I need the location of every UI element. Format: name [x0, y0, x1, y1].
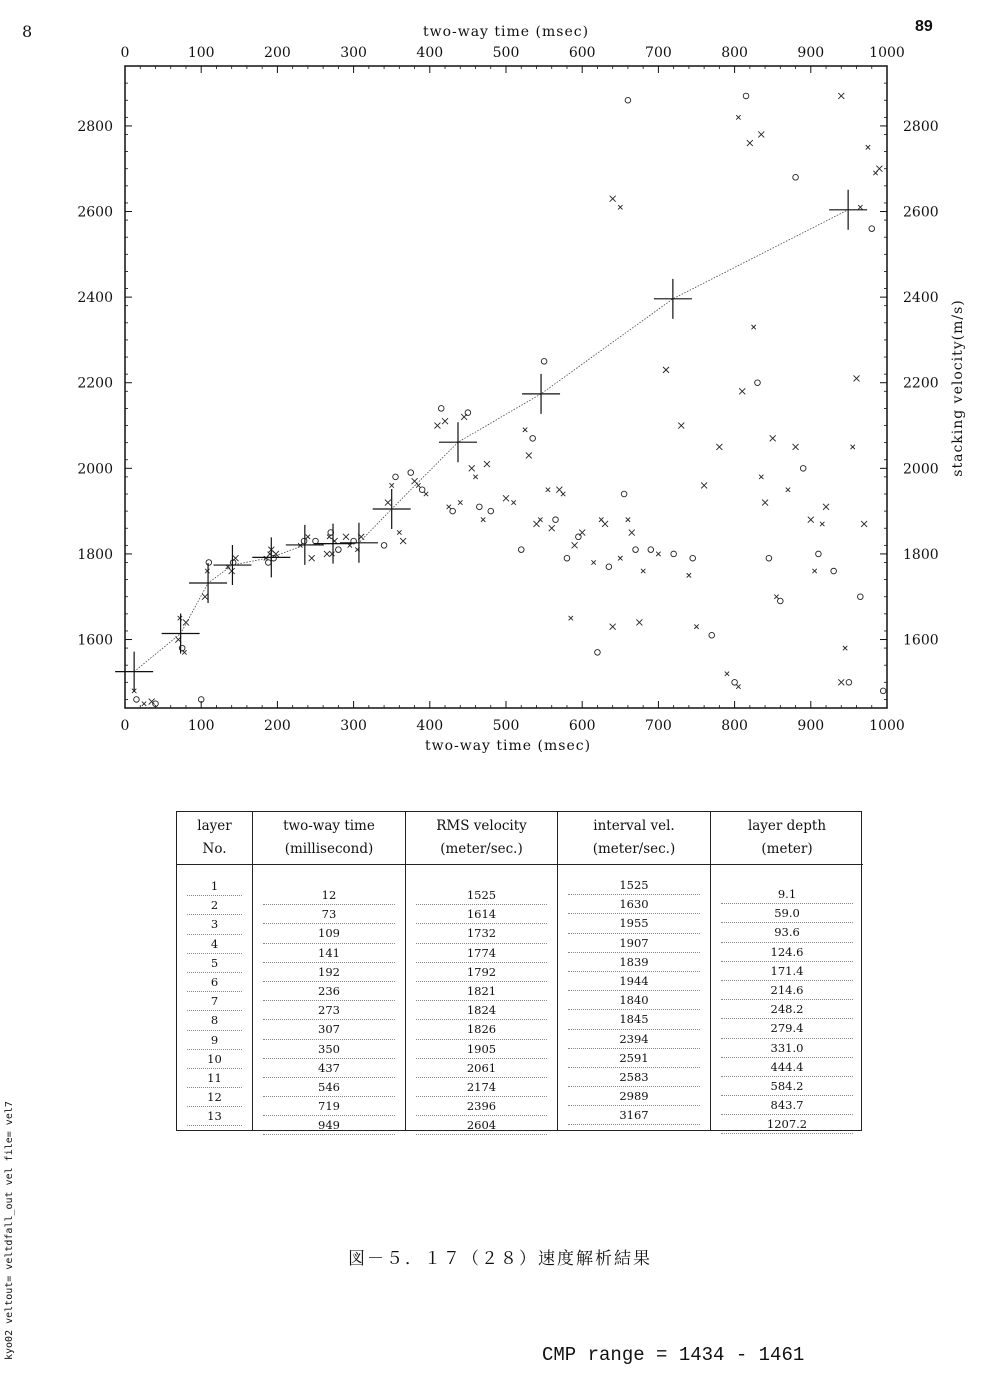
- x-tick-label-bottom: 200: [264, 718, 291, 734]
- semblance-point: [408, 470, 414, 476]
- semblance-point: [869, 226, 875, 232]
- time-cell: 437: [263, 1059, 395, 1078]
- velocity-pick: [654, 279, 692, 319]
- interval-cell: 1839: [568, 953, 700, 972]
- interval-cells: [558, 876, 710, 1125]
- rms-cell: 2061: [416, 1059, 547, 1078]
- semblance-point: [591, 560, 595, 564]
- semblance-point: [469, 465, 475, 471]
- y-tick-label-right: 2000: [903, 461, 939, 478]
- layer-no-cell: 9: [187, 1031, 242, 1050]
- semblance-point: [202, 594, 208, 600]
- figure-caption: 図－５．１７（２８）速度解析結果: [348, 1249, 652, 1269]
- semblance-point: [774, 595, 778, 599]
- rms-cell: 2396: [416, 1097, 547, 1116]
- layer-no-cell: 8: [187, 1011, 242, 1030]
- interval-cell: 2583: [568, 1068, 700, 1087]
- depth-cell: 59.0: [721, 904, 853, 923]
- y-tick-label-right: 2400: [903, 290, 939, 307]
- semblance-point: [716, 444, 722, 450]
- semblance-point: [142, 702, 146, 706]
- semblance-point: [762, 500, 768, 506]
- layer-no-cell: 1: [187, 877, 242, 896]
- plot-frame: [125, 66, 887, 708]
- semblance-point: [629, 530, 635, 536]
- semblance-point: [400, 538, 406, 544]
- x-tick-label-bottom: 500: [492, 718, 520, 734]
- semblance-point: [503, 495, 509, 501]
- semblance-point: [626, 517, 630, 521]
- x-axis-title-bottom: two-way time (msec): [424, 738, 592, 754]
- semblance-points: [132, 93, 886, 707]
- semblance-point: [434, 423, 440, 429]
- hdr-int-1: interval vel.: [593, 818, 675, 834]
- hdr-layer-2: No.: [202, 841, 227, 857]
- rms-cell: 1826: [416, 1020, 547, 1039]
- semblance-point: [687, 573, 691, 577]
- semblance-point: [648, 547, 654, 553]
- semblance-point: [424, 492, 428, 496]
- semblance-point: [385, 500, 391, 506]
- layer-no-cell: 6: [187, 973, 242, 992]
- semblance-point: [265, 560, 271, 566]
- time-cell: 546: [263, 1078, 395, 1097]
- depth-cell: 444.4: [721, 1058, 853, 1077]
- rms-cell: 1614: [416, 905, 547, 924]
- velocity-pick: [522, 374, 560, 414]
- semblance-point: [854, 375, 860, 381]
- hdr-time-1: two-way time: [283, 818, 375, 834]
- time-cell: 307: [263, 1020, 395, 1039]
- time-cell: 141: [263, 944, 395, 963]
- time-cell: 192: [263, 963, 395, 982]
- x-axis-title-top: two-way time (msec): [422, 24, 590, 40]
- rms-cell: 1732: [416, 924, 547, 943]
- depth-cell: 124.6: [721, 943, 853, 962]
- interval-cell: 1955: [568, 914, 700, 933]
- semblance-point: [178, 616, 182, 620]
- interval-cell: 1907: [568, 934, 700, 953]
- interval-cell: 1944: [568, 972, 700, 991]
- rms-cell: 2604: [416, 1116, 547, 1135]
- semblance-point: [625, 97, 631, 103]
- semblance-point: [851, 445, 855, 449]
- semblance-point: [820, 522, 824, 526]
- semblance-point: [621, 491, 627, 497]
- y-tick-label-right: 2600: [903, 204, 939, 221]
- hdr-time-2: (millisecond): [284, 841, 374, 857]
- semblance-point: [481, 517, 485, 521]
- semblance-point: [739, 388, 745, 394]
- layer-no-cell: 2: [187, 896, 242, 915]
- semblance-point: [546, 488, 550, 492]
- semblance-point: [694, 624, 698, 628]
- time-cell: 73: [263, 905, 395, 924]
- layer-no-cell: 13: [187, 1107, 242, 1126]
- time-cell: 236: [263, 982, 395, 1001]
- depth-cell: 248.2: [721, 1000, 853, 1019]
- velocity-pick: [252, 537, 290, 577]
- x-tick-label-top: 700: [645, 45, 672, 61]
- velocity-pick: [286, 525, 324, 565]
- y-axis-title-right: stacking velocity(m/s): [950, 299, 966, 477]
- rms-cells: [406, 886, 557, 1135]
- semblance-point: [618, 556, 622, 560]
- x-tick-label-bottom: 800: [721, 718, 748, 734]
- rms-cell: 1774: [416, 944, 547, 963]
- semblance-point: [206, 560, 212, 566]
- semblance-point: [812, 569, 816, 573]
- depth-cell: 279.4: [721, 1019, 853, 1038]
- semblance-point: [523, 428, 527, 432]
- semblance-point: [793, 444, 799, 450]
- interval-cell: 2989: [568, 1087, 700, 1106]
- semblance-point: [458, 500, 462, 504]
- velocity-pick: [213, 545, 251, 585]
- velocity-pick: [115, 652, 153, 692]
- depth-cell: 9.1: [721, 885, 853, 904]
- x-tick-label-top: 800: [721, 45, 748, 61]
- time-cell: 949: [263, 1116, 395, 1135]
- semblance-point: [450, 508, 456, 514]
- semblance-point: [447, 505, 451, 509]
- semblance-point: [205, 569, 209, 573]
- semblance-point: [416, 483, 420, 487]
- interval-cell: 2394: [568, 1030, 700, 1049]
- semblance-point: [182, 650, 186, 654]
- velocity-pick: [314, 524, 352, 564]
- y-tick-label-left: 2600: [77, 204, 113, 221]
- layer-no-cell: 5: [187, 954, 242, 973]
- semblance-point: [313, 538, 319, 544]
- semblance-point: [572, 542, 578, 548]
- semblance-point: [610, 624, 616, 630]
- semblance-point: [229, 568, 235, 574]
- velocity-pick: [439, 422, 477, 462]
- semblance-point: [656, 552, 660, 556]
- col-depth: [710, 812, 863, 1130]
- semblance-point: [561, 492, 565, 496]
- y-tick-label-right: 1800: [903, 546, 939, 563]
- x-tick-label-bottom: 0: [120, 718, 130, 734]
- hdr-rms-1: RMS velocity: [436, 818, 527, 834]
- col-rms: [405, 812, 557, 1133]
- semblance-point: [390, 483, 394, 487]
- semblance-point: [602, 521, 608, 527]
- velocity-pick: [340, 523, 378, 563]
- semblance-point: [633, 547, 639, 553]
- hdr-depth-1: layer depth: [747, 818, 827, 834]
- x-tick-label-top: 300: [340, 45, 367, 61]
- semblance-point: [770, 435, 776, 441]
- x-tick-label-top: 500: [492, 45, 520, 61]
- semblance-point: [816, 551, 822, 557]
- semblance-point: [880, 688, 886, 694]
- semblance-point: [393, 474, 399, 480]
- time-cell: 12: [263, 886, 395, 905]
- x-tick-label-top: 200: [264, 45, 291, 61]
- interval-cell: 2591: [568, 1049, 700, 1068]
- semblance-point: [518, 547, 524, 553]
- semblance-point: [564, 555, 570, 561]
- depth-cell: 93.6: [721, 923, 853, 942]
- semblance-point: [678, 423, 684, 429]
- x-tick-label-top: 0: [120, 45, 130, 61]
- semblance-point: [330, 552, 334, 556]
- time-cell: 350: [263, 1040, 395, 1059]
- depth-cell: 171.4: [721, 962, 853, 981]
- rms-cell: 1525: [416, 886, 547, 905]
- semblance-point: [786, 488, 790, 492]
- semblance-point: [636, 619, 642, 625]
- x-tick-label-bottom: 900: [797, 718, 825, 734]
- semblance-point: [793, 174, 799, 180]
- velocity-pick: [162, 614, 200, 654]
- x-tick-label-bottom: 600: [568, 718, 596, 734]
- semblance-point: [343, 534, 349, 540]
- semblance-point: [473, 475, 477, 479]
- semblance-point: [866, 145, 870, 149]
- layer-no-cell: 4: [187, 935, 242, 954]
- rms-cell: 1905: [416, 1040, 547, 1059]
- y-tick-label-left: 1800: [77, 546, 113, 563]
- x-tick-label-top: 900: [797, 45, 825, 61]
- semblance-point: [800, 466, 806, 472]
- velocity-trend-line: [134, 210, 848, 672]
- semblance-point: [579, 530, 585, 536]
- semblance-point: [663, 367, 669, 373]
- velocity-pick: [829, 190, 867, 230]
- rms-cell: 1821: [416, 982, 547, 1001]
- rms-cell: 1824: [416, 1001, 547, 1020]
- axis-ticks: [77, 45, 938, 734]
- semblance-point: [751, 325, 755, 329]
- layer-no-cell: 11: [187, 1069, 242, 1088]
- semblance-point: [465, 410, 471, 416]
- interval-cell: 1845: [568, 1010, 700, 1029]
- semblance-point: [690, 555, 696, 561]
- semblance-point: [336, 547, 342, 553]
- y-tick-label-left: 2800: [77, 118, 113, 135]
- semblance-point: [831, 568, 837, 574]
- rms-cell: 2174: [416, 1078, 547, 1097]
- velocity-pick: [189, 563, 227, 603]
- semblance-point: [846, 680, 852, 686]
- semblance-point: [381, 543, 387, 549]
- col-time: [252, 812, 405, 1133]
- semblance-point: [397, 530, 401, 534]
- side-file-label: kyo02 veltout= veltdfall_out vel file= vel7: [4, 1101, 15, 1360]
- semblance-point: [747, 140, 753, 146]
- depth-cell: 843.7: [721, 1096, 853, 1115]
- x-tick-label-bottom: 300: [340, 718, 367, 734]
- semblance-point: [134, 697, 140, 703]
- semblance-point: [725, 672, 729, 676]
- semblance-point: [808, 517, 814, 523]
- interval-cell: 3167: [568, 1106, 700, 1125]
- x-tick-label-bottom: 1000: [869, 718, 905, 734]
- x-tick-label-top: 1000: [869, 45, 905, 61]
- semblance-point: [709, 632, 715, 638]
- hdr-depth-2: (meter): [761, 841, 813, 857]
- semblance-point: [755, 380, 761, 386]
- x-tick-label-bottom: 100: [187, 718, 215, 734]
- hdr-rms-2: (meter/sec.): [440, 841, 523, 857]
- semblance-point: [541, 359, 547, 365]
- semblance-point: [736, 684, 740, 688]
- semblance-point: [530, 436, 536, 442]
- semblance-point: [876, 166, 882, 172]
- semblance-point: [858, 205, 862, 209]
- layer-no-cell: 3: [187, 915, 242, 934]
- x-tick-label-bottom: 700: [645, 718, 672, 734]
- x-tick-label-bottom: 400: [416, 718, 444, 734]
- semblance-point: [838, 93, 844, 99]
- y-tick-label-left: 2000: [77, 461, 113, 478]
- depth-cell: 331.0: [721, 1039, 853, 1058]
- semblance-point: [618, 205, 622, 209]
- interval-cell: 1630: [568, 895, 700, 914]
- y-tick-label-left: 1600: [77, 632, 113, 649]
- semblance-point: [553, 517, 559, 523]
- semblance-point: [843, 646, 847, 650]
- semblance-point: [861, 521, 867, 527]
- semblance-point: [766, 555, 772, 561]
- x-tick-label-top: 600: [568, 45, 596, 61]
- semblance-point: [306, 535, 310, 539]
- time-cell: 273: [263, 1001, 395, 1020]
- depth-cells: [711, 885, 863, 1134]
- interval-cell: 1840: [568, 991, 700, 1010]
- y-tick-label-right: 2200: [903, 375, 939, 392]
- x-tick-label-top: 100: [187, 45, 215, 61]
- semblance-point: [778, 598, 784, 604]
- semblance-point: [759, 475, 763, 479]
- hdr-int-2: (meter/sec.): [592, 841, 676, 857]
- velocity-pick: [373, 489, 411, 529]
- y-tick-label-left: 2400: [77, 290, 113, 307]
- y-tick-label-right: 2800: [903, 118, 939, 135]
- time-cells: [253, 886, 405, 1135]
- semblance-point: [823, 504, 829, 510]
- semblance-point: [569, 616, 573, 620]
- semblance-point: [538, 517, 542, 521]
- x-tick-label-top: 400: [416, 45, 444, 61]
- semblance-point: [736, 115, 740, 119]
- depth-cell: 214.6: [721, 981, 853, 1000]
- semblance-point: [743, 93, 749, 99]
- semblance-point: [438, 406, 444, 412]
- semblance-point: [511, 500, 515, 504]
- y-tick-label-right: 1600: [903, 632, 939, 649]
- semblance-point: [477, 504, 483, 510]
- hdr-layer-1: layer: [197, 818, 232, 834]
- rms-cell: 1792: [416, 963, 547, 982]
- layer-no-cells: [177, 877, 252, 1126]
- semblance-point: [595, 650, 601, 656]
- col-layer: [177, 812, 252, 1130]
- semblance-point: [324, 551, 330, 557]
- time-cell: 109: [263, 924, 395, 943]
- cmp-range: CMP range = 1434 - 1461: [542, 1344, 805, 1366]
- page-number-right: 89: [915, 18, 933, 35]
- semblance-point: [641, 569, 645, 573]
- layer-no-cell: 10: [187, 1050, 242, 1069]
- depth-cell: 1207.2: [721, 1115, 853, 1134]
- semblance-point: [526, 452, 532, 458]
- semblance-point: [858, 594, 864, 600]
- depth-cell: 584.2: [721, 1077, 853, 1096]
- semblance-point: [758, 131, 764, 137]
- layer-table: [176, 811, 862, 1131]
- y-tick-label-left: 2200: [77, 375, 113, 392]
- layer-no-cell: 12: [187, 1088, 242, 1107]
- semblance-point: [610, 196, 616, 202]
- time-cell: 719: [263, 1097, 395, 1116]
- semblance-point: [442, 418, 448, 424]
- semblance-point: [701, 482, 707, 488]
- velocity-picks: [115, 190, 867, 692]
- page-number-left: 8: [22, 22, 33, 41]
- semblance-point: [838, 679, 844, 685]
- semblance-point: [488, 508, 494, 514]
- semblance-point: [671, 551, 677, 557]
- col-interval: [557, 812, 710, 1130]
- semblance-point: [606, 564, 612, 570]
- semblance-point: [549, 525, 555, 531]
- semblance-point: [484, 461, 490, 467]
- semblance-point: [309, 555, 315, 561]
- layer-no-cell: 7: [187, 992, 242, 1011]
- interval-cell: 1525: [568, 876, 700, 895]
